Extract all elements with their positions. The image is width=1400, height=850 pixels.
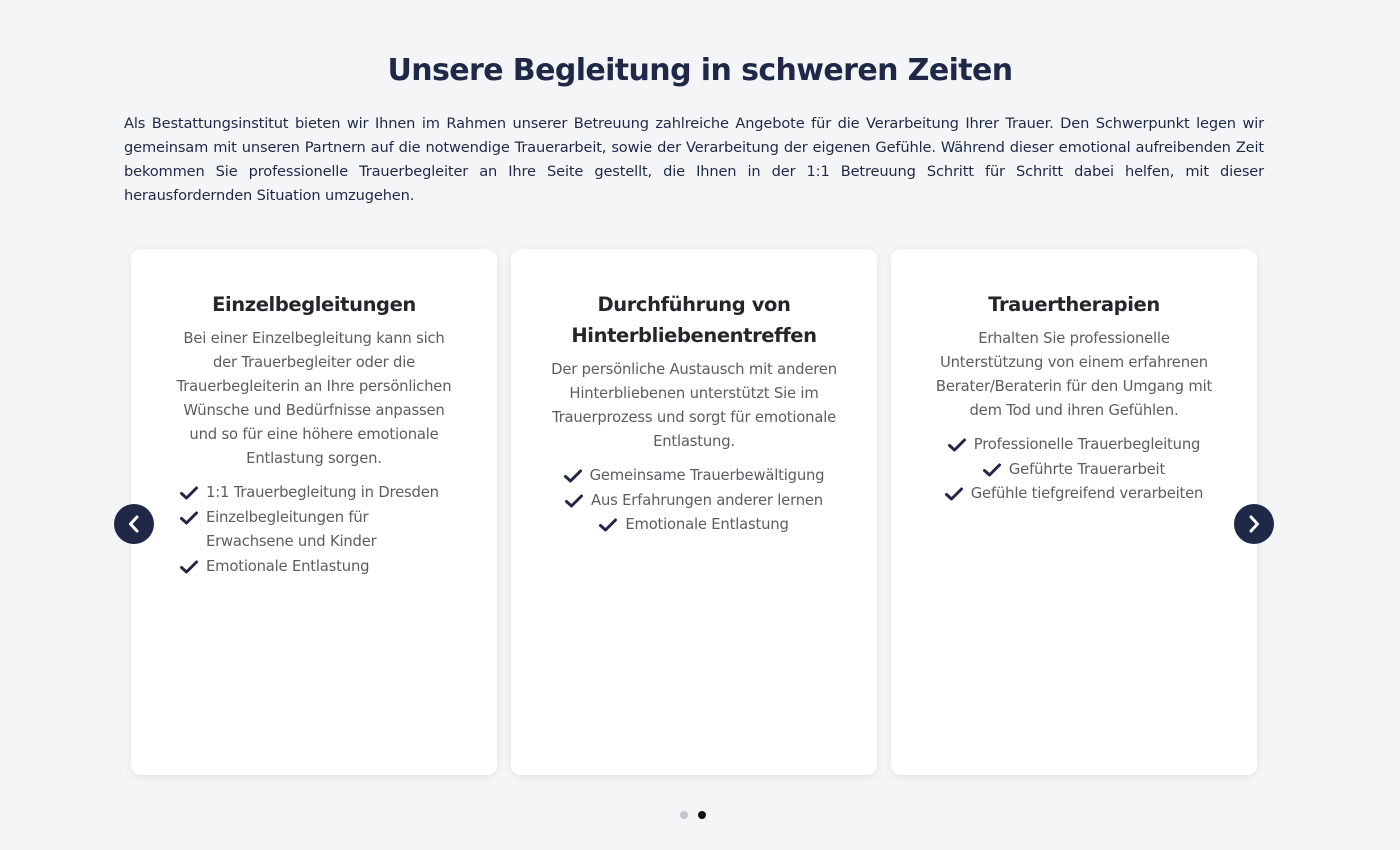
feature-text: Einzelbegleitungen für Erwachsene und Kinder: [206, 508, 377, 550]
check-icon: [948, 433, 966, 457]
feature-item: [180, 506, 406, 555]
service-card-trauertherapien: [891, 249, 1257, 775]
chevron-right-icon: [1247, 515, 1261, 533]
check-icon: [180, 481, 198, 505]
feature-text: Gemeinsame Trauerbewältigung: [589, 467, 825, 484]
check-icon: [565, 489, 583, 513]
feature-item: [180, 555, 369, 580]
service-card-hinterbliebenentreffen: [511, 249, 877, 775]
card-description: Der persönliche Austausch mit anderen Hinterbliebenen unterstützt Sie im Trauerprozess und sorgt für emotionale Entlastung.: [551, 361, 837, 450]
card-title: Durchführung von Hinterbliebenentreffen: [571, 293, 817, 347]
check-icon: [564, 464, 582, 488]
carousel-pagination: [680, 811, 706, 819]
section-title: Unsere Begleitung in schweren Zeiten: [387, 53, 1013, 88]
service-card-einzelbegleitungen: [131, 249, 497, 775]
feature-list: [131, 481, 497, 579]
feature-item: [945, 482, 1203, 507]
feature-text: Aus Erfahrungen anderer lernen: [591, 491, 823, 509]
feature-list: [891, 433, 1257, 507]
feature-item: [565, 489, 823, 514]
feature-text: Gefühle tiefgreifend verarbeiten: [970, 485, 1204, 502]
feature-text: 1:1 Trauerbegleitung in Dresden: [206, 484, 439, 501]
card-title: Einzelbegleitungen: [212, 293, 416, 316]
chevron-left-icon: [127, 515, 141, 533]
feature-item: [948, 433, 1200, 458]
section-intro: Als Bestattungsinstitut bieten wir Ihnen im Rahmen unserer Betreuung zahlreiche Angebote für die Verarbeitung Ihrer Trauer. Den Schwerpunkt legen wir gemeinsam mit unseren Partnern auf die notwendige Trauerarbeit, sowie der Verarbeitung der eigenen Gefühle. Während dieser emotional aufreibenden Zeit bekommen Sie professionelle Trauerbegleiter an Ihre Seite gestellt, die Ihnen in der 1:1 Betreuung Schritt für Schritt dabei helfen, mit dieser herausfordernden Situation umzugehen.: [124, 115, 1264, 204]
card-title: Trauertherapien: [988, 293, 1160, 316]
feature-text: Professionelle Trauerbegleitung: [973, 436, 1201, 453]
carousel-next-button[interactable]: [1234, 504, 1274, 544]
carousel-dot-1[interactable]: [680, 811, 688, 819]
feature-text: Emotionale Entlastung: [206, 557, 370, 575]
carousel-dot-2[interactable]: [698, 811, 706, 819]
feature-item: [983, 458, 1165, 483]
check-icon: [945, 482, 963, 506]
feature-item: [599, 513, 788, 538]
feature-text: Geführte Trauerarbeit: [1008, 460, 1166, 478]
carousel-prev-button[interactable]: [114, 504, 154, 544]
check-icon: [983, 458, 1001, 482]
feature-list: [511, 464, 877, 538]
card-description: Erhalten Sie professionelle Unterstützung von einem erfahrenen Berater/Beraterin für den Umgang mit dem Tod und ihren Gefühlen.: [935, 330, 1213, 419]
feature-item: [564, 464, 825, 489]
check-icon: [599, 513, 617, 537]
feature-text: Emotionale Entlastung: [625, 516, 789, 533]
card-description: Bei einer Einzelbegleitung kann sich der Trauerbegleiter oder die Trauerbegleiterin an Ihre persönlichen Wünsche und Bedürfnisse anpassen und so für eine höhere emotionale Entlastung sorgen.: [176, 330, 452, 467]
feature-item: [180, 481, 439, 506]
check-icon: [180, 506, 198, 530]
check-icon: [180, 555, 198, 579]
